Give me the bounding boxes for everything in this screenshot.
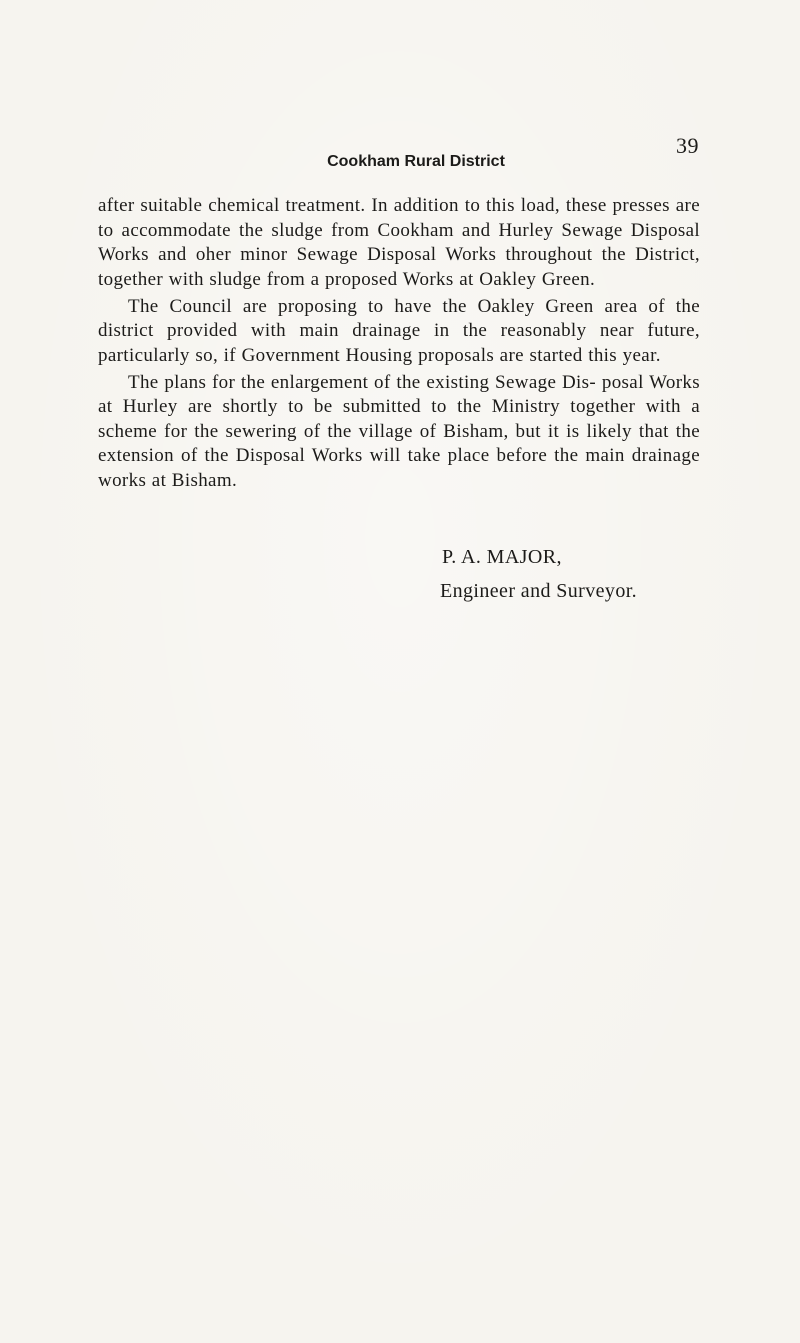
paragraph-3: The plans for the enlargement of the existing Sewage Dis- posal Works at Hurley are shortly to be submitted to the Ministry together with a scheme for the sewering of the village of Bisham, but it is likely that the extension of the Disposal Works will take place before the main drainage works at Bisham.	[98, 371, 700, 491]
paragraph-1: after suitable chemical treatment. In addition to this load, these presses are to accommodate the sludge from Cookham and Hurley Sewage Disposal Works and oher minor Sewage Disposal Works throughout the District, together with sludge from a proposed Works at Oakley Green.	[98, 195, 700, 290]
signatory-title: Engineer and Surveyor.	[440, 580, 638, 602]
body-text	[98, 194, 700, 496]
running-head: Cookham Rural District	[327, 153, 505, 170]
signature-block	[440, 540, 637, 608]
page-number: 39	[676, 133, 699, 158]
paragraph-2: The Council are proposing to have the Oakley Green area of the district provided with main drainage in the reasonably near future, particularly so, if Government Housing proposals are started this year.	[98, 295, 700, 366]
signatory-name: P. A. MAJOR,	[442, 546, 562, 568]
